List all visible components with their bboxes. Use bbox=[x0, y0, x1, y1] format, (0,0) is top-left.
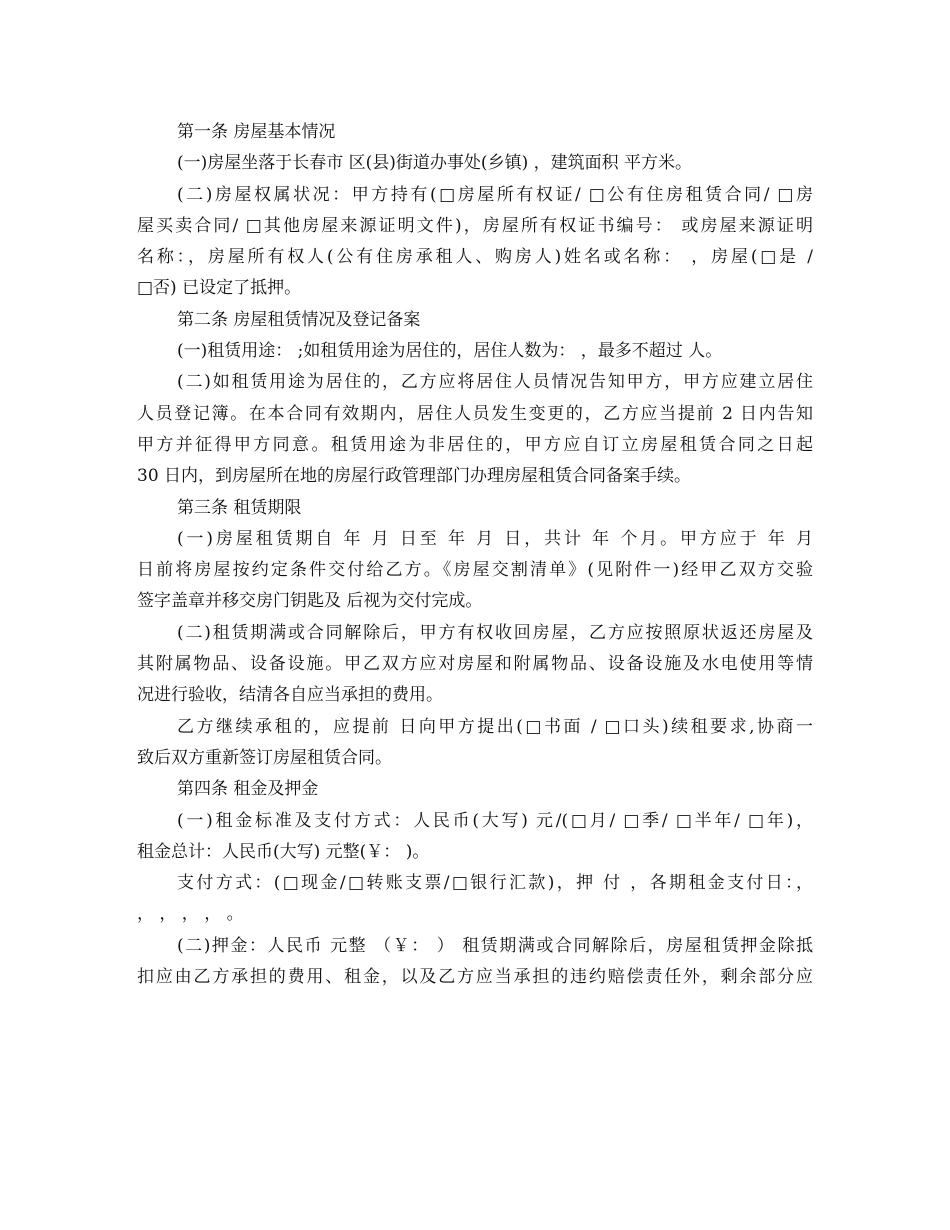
article-1-heading: 第一条 房屋基本情况 bbox=[177, 122, 336, 142]
paragraph-line: 屋买卖合同/ □其他房屋来源证明文件)，房屋所有权证书编号： 或房屋来源证明 bbox=[137, 215, 813, 236]
paragraph-line: 乙方继续承租的，应提前 日向甲方提出(□书面 / □口头)续租要求,协商一 bbox=[177, 716, 813, 737]
paragraph-line: 名称：，房屋所有权人(公有住房承租人、购房人)姓名或名称： ，房屋(□是 / bbox=[137, 247, 813, 268]
paragraph-line: 况进行验收，结清各自应当承担的费用。 bbox=[137, 685, 443, 706]
paragraph-line: □否) 已设定了抵押。 bbox=[137, 278, 302, 299]
paragraph-line: 扣应由乙方承担的费用、租金，以及乙方应当承担的违约赔偿责任外，剩余部分应 bbox=[137, 967, 813, 988]
paragraph-line: 其附属物品、设备设施。甲乙双方应对房屋和附属物品、设备设施及水电使用等情 bbox=[137, 654, 813, 675]
paragraph-line: 30 日内，到房屋所在地的房屋行政管理部门办理房屋租赁合同备案手续。 bbox=[137, 466, 692, 487]
paragraph-line: (二)押金：人民币 元整 （￥： ） 租赁期满或合同解除后，房屋租赁押金除抵 bbox=[177, 935, 813, 956]
paragraph-line: 甲方并征得甲方同意。租赁用途为非居住的，甲方应自订立房屋租赁合同之日起 bbox=[137, 434, 813, 455]
paragraph-line: (二)如租赁用途为居住的，乙方应将居住人员情况告知甲方，甲方应建立居住 bbox=[177, 372, 813, 393]
article-2-heading: 第二条 房屋租赁情况及登记备案 bbox=[177, 309, 421, 330]
paragraph-line: (一)租赁用途： ;如租赁用途为居住的，居住人数为： ，最多不超过 人。 bbox=[177, 341, 723, 362]
contract-text bbox=[137, 117, 813, 993]
paragraph-line: 日前将房屋按约定条件交付给乙方。《房屋交割清单》(见附件一)经甲乙双方交验 bbox=[137, 560, 813, 581]
paragraph-line: (二)房屋权属状况：甲方持有(□房屋所有权证/ □公有住房租赁合同/ □房 bbox=[177, 184, 813, 205]
paragraph-line: ， ， ， ， 。 bbox=[137, 904, 244, 925]
paragraph-line: (一)租金标准及支付方式：人民币(大写) 元/(□月/ □季/ □半年/ □年)， bbox=[177, 810, 813, 831]
paragraph-line: 致后双方重新签订房屋租赁合同。 bbox=[137, 747, 392, 768]
paragraph-line: 租金总计：人民币(大写) 元整(￥： )。 bbox=[137, 841, 430, 862]
paragraph-line: (一)房屋租赁期自 年 月 日至 年 月 日，共计 年 个月。甲方应于 年 月 bbox=[177, 528, 813, 549]
article-4-heading: 第四条 租金及押金 bbox=[177, 779, 319, 800]
paragraph-line: 签字盖章并移交房门钥匙及 后视为交付完成。 bbox=[137, 591, 483, 612]
paragraph-line: (一)房屋坐落于长春市 区(县)街道办事处(乡镇) ，建筑面积 平方米。 bbox=[177, 153, 693, 174]
paragraph-line: (二)租赁期满或合同解除后，甲方有权收回房屋，乙方应按照原状返还房屋及 bbox=[177, 622, 813, 643]
paragraph-line: 支付方式：(□现金/□转账支票/□银行汇款)，押 付 ，各期租金支付日：， bbox=[177, 873, 813, 894]
paragraph-line: 人员登记簿。在本合同有效期内，居住人员发生变更的，乙方应当提前 2 日内告知 bbox=[137, 403, 813, 424]
article-3-heading: 第三条 租赁期限 bbox=[177, 497, 302, 518]
